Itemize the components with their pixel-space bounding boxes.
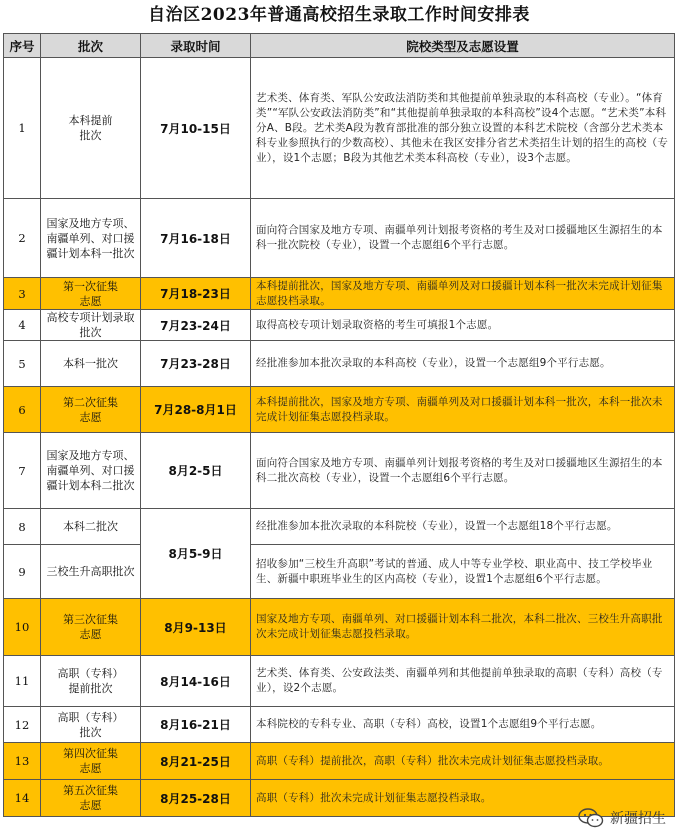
row-batch (41, 199, 141, 278)
row-desc: 本科院校的专科专业、高职（专科）高校，设置1个志愿组9个平行志愿。 (251, 707, 675, 743)
row-no: 8 (4, 509, 41, 545)
header-desc: 院校类型及志愿设置 (251, 34, 675, 58)
table-row (4, 433, 675, 509)
row-no: 4 (4, 310, 41, 341)
row-desc: 本科提前批次，国家及地方专项、南疆单列及对口援疆计划本科一批次，本科一批次未完成计划征集志愿投档录取。 (251, 387, 675, 433)
row-desc: 本科提前批次，国家及地方专项、南疆单列及对口援疆计划本科一批次未完成计划征集志愿投档录取。 (251, 278, 675, 310)
header-batch: 批次 (41, 34, 141, 58)
row-batch (41, 707, 141, 743)
table-row (4, 743, 675, 780)
row-time: 7月28-8月1日 (141, 387, 251, 433)
table-row (4, 199, 675, 278)
row-batch-text: 国家及地方专项、南疆单列、对口援疆计划本科二批次 (46, 449, 135, 492)
table-row (4, 545, 675, 599)
row-no: 6 (4, 387, 41, 433)
row-no: 12 (4, 707, 41, 743)
row-batch-text: 本科二批次 (63, 520, 118, 533)
row-batch-text: 三校生升高职批次 (46, 565, 135, 578)
row-desc: 高职（专科）批次未完成计划征集志愿投档录取。 (251, 780, 675, 817)
table-row (4, 278, 675, 310)
table-row (4, 707, 675, 743)
row-desc: 艺术类、体育类、公安政法类、南疆单列和其他提前单独录取的高职（专科）高校（专业），设2个志愿。 (251, 656, 675, 707)
row-time: 8月2-5日 (141, 433, 251, 509)
row-no: 3 (4, 278, 41, 310)
table-row (4, 509, 675, 545)
row-batch-text: 高职（专科） 提前批次 (57, 667, 124, 695)
row-time: 8月5-9日 (141, 509, 251, 599)
table-row (4, 599, 675, 656)
row-batch-text: 国家及地方专项、南疆单列、对口援疆计划本科一批次 (46, 216, 135, 260)
table-row (4, 341, 675, 387)
row-time: 7月18-23日 (141, 278, 251, 310)
row-desc: 经批准参加本批次录取的本科高校（专业），设置一个志愿组9个平行志愿。 (251, 341, 675, 387)
row-batch-text: 第五次征集 志愿 (63, 784, 118, 812)
row-batch (41, 509, 141, 545)
row-batch-text: 高校专项计划录取批次 (46, 311, 135, 339)
row-no: 13 (4, 743, 41, 780)
row-batch-text: 本科提前 批次 (68, 114, 113, 142)
table-row (4, 656, 675, 707)
schedule-table (3, 33, 675, 817)
row-batch (41, 545, 141, 599)
table-row (4, 310, 675, 341)
row-time: 7月23-24日 (141, 310, 251, 341)
row-no: 11 (4, 656, 41, 707)
row-desc: 国家及地方专项、南疆单列、对口援疆计划本科二批次，本科二批次、三校生升高职批次未完成计划征集志愿投档录取。 (251, 599, 675, 656)
watermark-text: 新疆招生 (610, 811, 666, 827)
row-batch (41, 310, 141, 341)
table-row (4, 387, 675, 433)
table-header-row (4, 34, 675, 58)
row-time: 7月16-18日 (141, 199, 251, 278)
table-row (4, 58, 675, 199)
row-no: 14 (4, 780, 41, 817)
table-body (4, 58, 675, 817)
row-no: 9 (4, 545, 41, 599)
row-batch (41, 433, 141, 509)
page-title: 自治区2023年普通高校招生录取工作时间安排表 (148, 5, 530, 25)
header-no: 序号 (4, 34, 41, 58)
row-time: 7月23-28日 (141, 341, 251, 387)
row-batch-text: 第四次征集 志愿 (63, 747, 118, 775)
row-batch-text: 第一次征集 志愿 (63, 279, 118, 308)
row-desc: 经批准参加本批次录取的本科院校（专业），设置一个志愿组18个平行志愿。 (251, 509, 675, 545)
row-batch-text: 本科一批次 (63, 357, 118, 370)
row-batch-text: 第二次征集 志愿 (63, 395, 118, 424)
row-desc: 艺术类、体育类、军队公安政法消防类和其他提前单独录取的本科高校（专业）。“体育类”“军队公安政法消防类”和“其他提前单独录取的本科高校”设4个志愿。“艺术类”本科分A、B段。艺术类A段为教育部批准的部分独立设置的本科艺术院校（含部分艺术类本科专业参照执行的少数高校）、其他未在我区安排分省艺术类招生计划的招生的高校（专业），设1个志愿；B段为其他艺术类本科高校（专业），设3个志愿。 (251, 58, 675, 199)
row-batch (41, 780, 141, 817)
row-batch (41, 743, 141, 780)
row-time: 8月25-28日 (141, 780, 251, 817)
row-no: 5 (4, 341, 41, 387)
row-batch-text: 第三次征集 志愿 (63, 613, 118, 641)
row-time: 8月21-25日 (141, 743, 251, 780)
header-time: 录取时间 (141, 34, 251, 58)
row-desc: 面向符合国家及地方专项、南疆单列计划报考资格的考生及对口援疆地区生源招生的本科二批次高校（专业），设置一个志愿组6个平行志愿。 (251, 433, 675, 509)
row-no: 7 (4, 433, 41, 509)
row-batch (41, 387, 141, 433)
row-batch (41, 656, 141, 707)
row-no: 2 (4, 199, 41, 278)
row-desc: 高职（专科）提前批次，高职（专科）批次未完成计划征集志愿投档录取。 (251, 743, 675, 780)
row-batch-text: 高职（专科） 批次 (57, 710, 124, 739)
row-batch (41, 58, 141, 199)
row-time: 8月16-21日 (141, 707, 251, 743)
row-no: 1 (4, 58, 41, 199)
row-batch (41, 341, 141, 387)
wechat-icon (578, 808, 604, 828)
row-time: 7月10-15日 (141, 58, 251, 199)
row-time: 8月9-13日 (141, 599, 251, 656)
row-time: 8月14-16日 (141, 656, 251, 707)
row-batch (41, 278, 141, 310)
row-desc: 取得高校专项计划录取资格的考生可填报1个志愿。 (251, 310, 675, 341)
row-desc: 面向符合国家及地方专项、南疆单列计划报考资格的考生及对口援疆地区生源招生的本科一批次院校（专业），设置一个志愿组6个平行志愿。 (251, 199, 675, 278)
table-row (4, 780, 675, 817)
watermark (578, 805, 666, 831)
row-batch (41, 599, 141, 656)
row-desc: 招收参加“三校生升高职”考试的普通、成人中等专业学校、职业高中、技工学校毕业生、新疆中职班毕业生的区内高校（专业），设置1个志愿组6个平行志愿。 (251, 545, 675, 599)
row-no: 10 (4, 599, 41, 656)
